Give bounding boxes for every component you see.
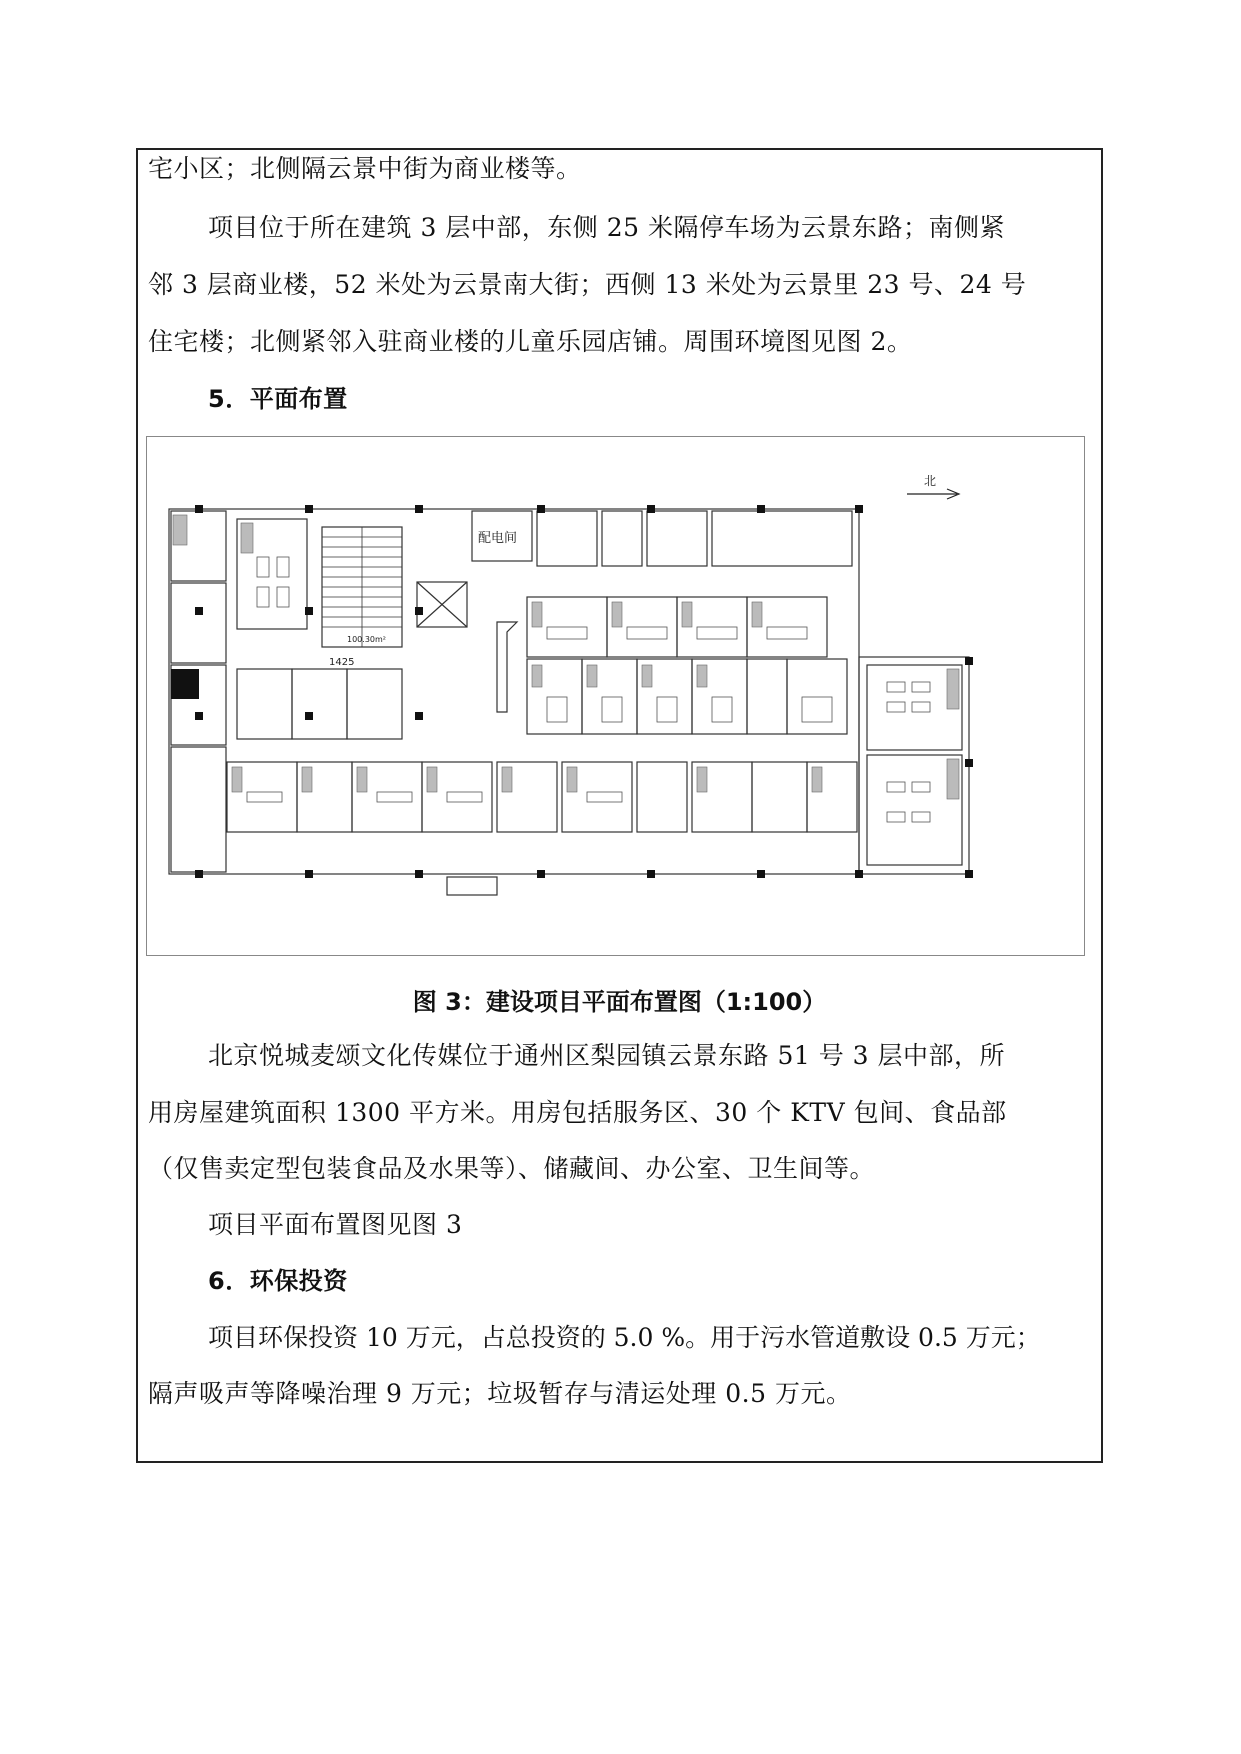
figure-caption: 图 3：建设项目平面布置图（1:100） bbox=[412, 988, 827, 1016]
paragraph-line: 项目平面布置图见图 3 bbox=[208, 1210, 463, 1239]
scale-text: 1425 bbox=[329, 657, 355, 668]
section-heading-6: 6．环保投资 bbox=[208, 1267, 348, 1295]
paragraph-line: 宅小区；北侧隔云景中街为商业楼等。 bbox=[148, 154, 582, 183]
north-label: 北 bbox=[924, 474, 937, 488]
area-text: 100.30m² bbox=[347, 635, 386, 644]
paragraph-line: 项目位于所在建筑 3 层中部，东侧 25 米隔停车场为云景东路；南侧紧 bbox=[208, 213, 1006, 242]
paragraph-line: 项目环保投资 10 万元，占总投资的 5.0 %。用于污水管道敷设 0.5 万元； bbox=[208, 1323, 1041, 1352]
paragraph-line: 住宅楼；北侧紧邻入驻商业楼的儿童乐园店铺。周围环境图见图 2。 bbox=[148, 327, 913, 356]
floor-plan-figure bbox=[146, 436, 1085, 956]
paragraph-line: （仅售卖定型包装食品及水果等）、储藏间、办公室、卫生间等。 bbox=[148, 1154, 876, 1183]
paragraph-line: 用房屋建筑面积 1300 平方米。用房包括服务区、30 个 KTV 包间、食品部 bbox=[148, 1098, 1007, 1127]
section-heading-5: 5．平面布置 bbox=[208, 385, 348, 413]
paragraph-line: 隔声吸声等降噪治理 9 万元；垃圾暂存与清运处理 0.5 万元。 bbox=[148, 1379, 852, 1408]
floor-plan-drawing bbox=[147, 437, 1084, 955]
paragraph-line: 邻 3 层商业楼，52 米处为云景南大街；西侧 13 米处为云景里 23 号、24 号 bbox=[148, 270, 1027, 299]
paragraph-line: 北京悦城麦颂文化传媒位于通州区梨园镇云景东路 51 号 3 层中部，所 bbox=[208, 1041, 1006, 1070]
power-room-label: 配电间 bbox=[478, 531, 518, 546]
